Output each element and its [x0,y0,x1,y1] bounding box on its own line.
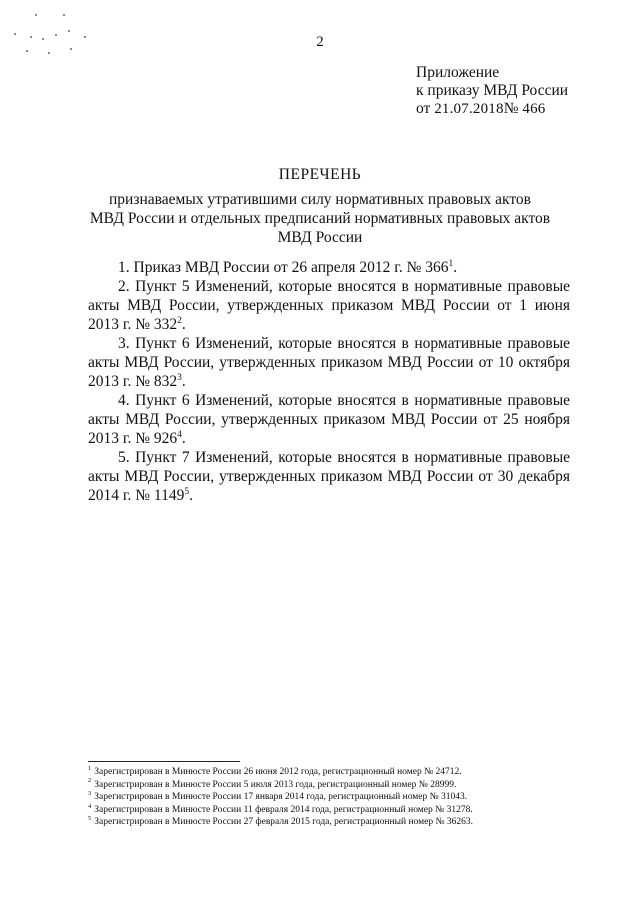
appendix-order-ref: к приказу МВД России [416,82,569,99]
footnote-ref: 3 [177,372,182,383]
list-item-text: 5. Пункт 7 Изменений, которые вносятся в нормативные правовые акты МВД России, утвержденных приказом МВД России от 30 декабря 2014 г. № 1149 [88,449,570,504]
footnote-3 [88,791,578,804]
footnote-ref: 1 [448,258,454,269]
footnote-5 [88,816,578,829]
list-item-text: 4. Пункт 6 Изменений, которые вносятся в нормативные правовые акты МВД России, утвержденных приказом МВД России от 25 ноября 2013 г. № 926 [88,392,570,447]
list-item-3: 3. Пункт 6 Изменений, которые вносятся в нормативные правовые акты МВД России, утвержденных приказом МВД России от 10 октября 2013 г. № $832^3$. [88,335,570,390]
number-prefix: № [503,100,519,117]
appendix-label: Приложение [416,64,500,81]
title-line-1: признаваемых утратившими силу нормативных правовых актов [109,191,531,208]
footnote-text: Зарегистрирован в Минюсте России 11 февраля 2014 года, регистрационный номер № 31278. [94,804,473,815]
list-item-4: 4. Пункт 6 Изменений, которые вносятся в нормативные правовые акты МВД России, утвержденных приказом МВД России от 25 ноября 2013 г. № $926^4$. [88,392,570,447]
footnote-ref: 2 [177,315,182,326]
list-body [88,258,570,505]
footnote-text: Зарегистрирован в Минюсте России 26 июня 2012 года, регистрационный номер № 24712. [94,767,462,777]
list-item-text: 2. Пункт 5 Изменений, которые вносятся в нормативные правовые акты МВД России, утвержденных приказом МВД России от 1 июня 2013 г. № 332 [88,278,570,333]
title-main: ПЕРЕЧЕНЬ [278,166,362,183]
page-number: 2 [316,34,324,50]
footnote-mark: 3 [88,790,92,798]
footnote-mark: 5 [88,815,92,823]
list-item-text: 1. Приказ МВД России от 26 апреля 2012 г. № 366 [118,259,449,276]
footnote-text: Зарегистрирован в Минюсте России 27 февраля 2015 года, регистрационный номер № 36263. [94,817,474,828]
list-item-5: 5. Пункт 7 Изменений, которые вносятся в нормативные правовые акты МВД России, утвержденных приказом МВД России от 30 декабря 2014 г. № 1149$^5$. [88,449,570,504]
footnote-2 [88,779,578,792]
order-date: 21.07.2018 [434,101,504,117]
list-item-1: 1. Приказ МВД России от 26 апреля 2012 г. № $366^1$. [118,258,458,276]
footnotes [88,766,578,829]
list-item-2: 2. Пункт 5 Изменений, которые вносятся в нормативные правовые акты МВД России, утвержденных приказом МВД России от 1 июня 2013 г. № $332^2$. [88,278,570,333]
document-title [0,165,640,247]
footnote-ref: 5 [184,486,190,497]
appendix-header [416,64,568,118]
footnote-ref: 4 [177,429,182,440]
footnote-mark: 1 [88,764,92,772]
footnote-mark: 2 [88,777,92,785]
footnote-mark: 4 [88,802,92,810]
order-number: 466 [522,101,546,117]
title-line-3: МВД России [277,229,363,246]
list-item-text: 3. Пункт 6 Изменений, которые вносятся в нормативные правовые акты МВД России, утвержденных приказом МВД России от 10 октября 2013 г. № 832 [88,335,570,390]
footnote-separator [88,761,240,762]
date-prefix: от [416,100,431,117]
footnote-4 [88,804,578,817]
appendix-date-line [416,100,568,118]
title-line-2: МВД России и отдельных предписаний нормативных правовых актов [89,210,551,227]
footnote-1 [88,766,578,779]
footnote-text: Зарегистрирован в Минюсте России 17 января 2014 года, регистрационный номер № 31043. [94,792,468,803]
footnote-text: Зарегистрирован в Минюсте России 5 июля 2013 года, регистрационный номер № 28999. [94,779,457,790]
